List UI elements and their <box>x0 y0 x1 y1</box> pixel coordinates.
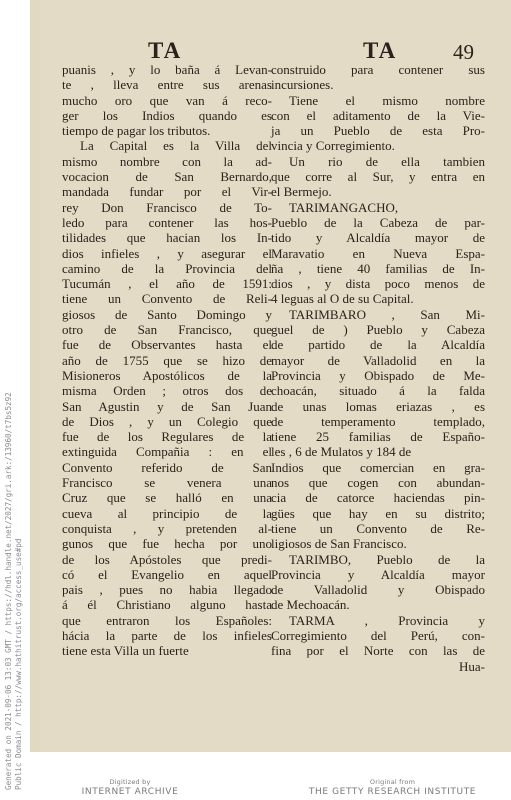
text-line: incursiones. <box>271 77 334 93</box>
text-line: Francisco se venera una <box>62 475 272 491</box>
text-line: camino de la Provincia del <box>62 260 272 276</box>
text-line: mismo nombre con la ad- <box>62 153 272 169</box>
text-line: hácia la parte de los infieles <box>62 627 272 643</box>
text-line: mandada fundar por el Vir- <box>62 184 272 200</box>
text-line: misma Orden ; otros dos de <box>62 383 272 399</box>
text-line: San Agustin y de San Juan <box>62 398 272 414</box>
text-line: nos que cogen con abundan- <box>271 475 485 491</box>
text-line: dios , y dista poco menos de <box>271 276 485 292</box>
book-page <box>40 0 511 752</box>
footer-right-caption: Original from <box>369 778 416 786</box>
text-line: vincia y Corregimiento. <box>271 138 395 154</box>
text-line: gunos que fue hecha por uno <box>62 536 272 552</box>
text-line: TARIMBARO , San Mi- <box>289 306 485 322</box>
text-line: que corre al Sur, y entra en <box>271 169 485 185</box>
text-line: fue de Observantes hasta el <box>62 337 272 353</box>
text-line: el Bermejo. <box>271 184 332 200</box>
text-line: fina por el Norte con las de <box>271 643 485 659</box>
text-line: de los Apóstoles que predi- <box>62 551 272 567</box>
text-line: dios infieles , y asegurar el <box>62 245 272 261</box>
right-text-column <box>271 62 485 674</box>
text-line: cia de catorce haciendas pin- <box>271 490 485 506</box>
running-head-right: TA <box>363 38 398 63</box>
text-line: tiene 25 familias de Españo- <box>271 429 485 445</box>
text-line: TARIMANGACHO, <box>289 199 399 215</box>
text-line: con el aditamento de la Vie- <box>271 107 485 123</box>
text-line: Tiene el mismo nombre <box>289 92 485 108</box>
text-line: ligiosos de San Francisco. <box>271 536 407 552</box>
footer-left-caption: Digitized by <box>109 778 151 786</box>
text-line: á él Christiano alguno hasta <box>62 597 272 613</box>
text-line: Indios que comercian en gra- <box>271 459 485 475</box>
footer-digitized-by <box>60 778 200 797</box>
text-line: de unas lomas eriazas , es <box>271 398 485 414</box>
text-line: tiene esta Villa un fuerte <box>62 643 189 659</box>
hathitrust-stamp <box>4 392 24 790</box>
text-line: ña , tiene 40 familias de In- <box>271 260 485 276</box>
text-line: TARIMBO, Pueblo de la <box>289 551 485 567</box>
text-line: choacán, situado á la falda <box>271 383 485 399</box>
text-line: vocacion de San Bernardo, <box>62 169 272 185</box>
text-line: guel de ) Pueblo y Cabeza <box>271 322 485 338</box>
text-line: tiempo de pagar los tributos. <box>62 123 211 139</box>
text-line: Provincia y Alcaldía mayor <box>271 566 485 582</box>
running-head-left: TA <box>148 38 183 63</box>
text-line: ja un Pueblo de esta Pro- <box>271 123 485 139</box>
footer-left-org: INTERNET ARCHIVE <box>81 787 179 797</box>
footer <box>0 758 511 800</box>
text-line: puanis , y lo baña á Levan- <box>62 62 272 77</box>
text-line: Convento referido de San <box>62 459 272 475</box>
text-line: les , 6 de Mulatos y 184 de <box>271 444 412 460</box>
text-line: te , lleva entre sus arenas <box>62 77 272 93</box>
text-line: Tucumán , el año de 1591: <box>62 276 272 292</box>
text-line: Provincia y Obispado de Me- <box>271 367 485 383</box>
footer-right-org: THE GETTY RESEARCH INSTITUTE <box>308 787 477 797</box>
text-line: tilidades que hacian los In- <box>62 230 272 246</box>
text-line: 4 leguas al O de su Capital. <box>271 291 414 307</box>
text-line: gües que hay en su distrito; <box>271 505 485 521</box>
stamp-line-generated: Generated on 2021-09-06 13:03 GMT / https://hdl.handle.net/2027/gri.ark:/13960/t7bs5z92 <box>4 392 13 790</box>
text-line: mayor de Valladolid en la <box>271 352 485 368</box>
text-line: La Capital es la Villa del <box>80 138 272 154</box>
text-line: ger los Indios quando es <box>62 107 272 123</box>
text-line: Cruz que se halló en una <box>62 490 272 506</box>
scanned-page <box>30 0 511 752</box>
text-line: de Dios , y un Colegio que <box>62 413 272 429</box>
text-line: ledo para contener las hos- <box>62 214 272 230</box>
text-line: có el Evangelio en aquel <box>62 566 272 582</box>
text-line: Un rio de ella tambien <box>289 153 485 169</box>
text-line: Misioneros Apostólicos de la <box>62 367 272 383</box>
text-line: de Valladolid y Obispado <box>271 582 485 598</box>
text-line: mucho oro que van á reco- <box>62 92 272 108</box>
text-line: cueva al principio de la <box>62 505 272 521</box>
text-line: otro de San Francisco, que <box>62 322 272 338</box>
text-line: Maravatio en Nueva Espa- <box>271 245 485 261</box>
text-line: Hua- <box>459 658 485 674</box>
text-line: tiene un Convento de Re- <box>271 520 485 536</box>
text-line: de temperamento templado, <box>271 413 485 429</box>
text-line: tido y Alcaldía mayor de <box>271 230 485 246</box>
text-line: TARMA , Provincia y <box>289 612 485 628</box>
text-line: extinguida Compañia : en el <box>62 444 272 460</box>
text-line: de partido de la Alcaldía <box>271 337 485 353</box>
footer-original-from <box>300 778 485 797</box>
stamp-line-public-domain: Public Domain / http://www.hathitrust.org/access_use#pd <box>14 538 23 790</box>
text-line: conquista , y pretenden al- <box>62 520 272 536</box>
text-line: año de 1755 que se hizo de <box>62 352 272 368</box>
text-line: rey Don Francisco de To- <box>62 199 272 215</box>
text-line: fue de los Regulares de la <box>62 429 272 445</box>
text-line: construido para contener sus <box>271 62 485 77</box>
text-line: Corregimiento del Perú, con- <box>271 627 485 643</box>
text-line: pais , pues no habia llegado <box>62 582 272 598</box>
text-line: Pueblo de la Cabeza de par- <box>271 214 485 230</box>
page-number: 49 <box>453 40 474 64</box>
text-line: que entraron los Españoles: <box>62 612 272 628</box>
text-line: giosos de Santo Domingo y <box>62 306 272 322</box>
text-line: tiene un Convento de Reli- <box>62 291 272 307</box>
text-line: de Mechoacán. <box>271 597 350 613</box>
left-text-column <box>62 62 272 659</box>
